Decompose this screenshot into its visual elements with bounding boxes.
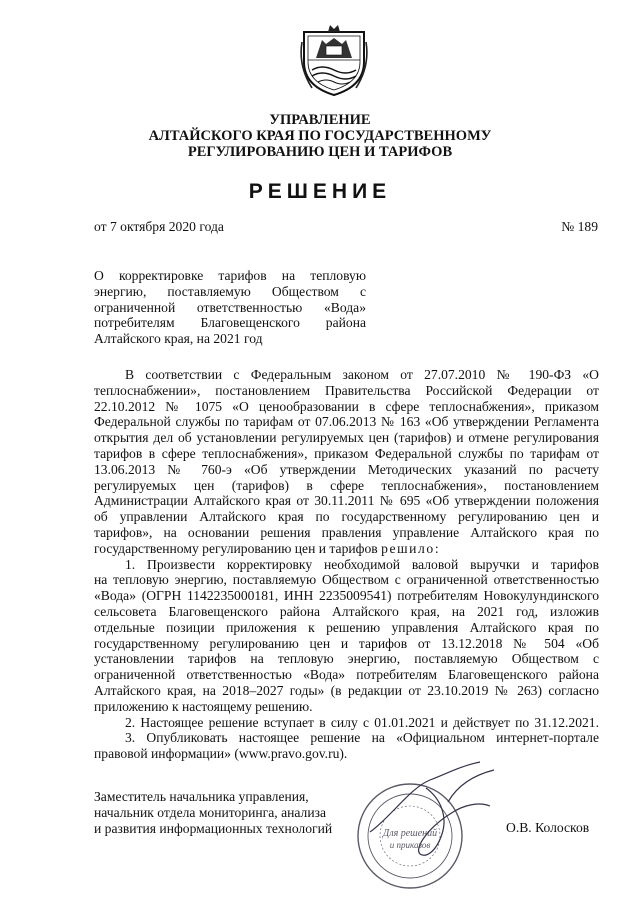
item3-line: правовой информации» (www.pravo.gov.ru). (94, 746, 348, 762)
item1-line: государственному регулированию цен и тарифов от 13.12.2018 № 504 «Об (94, 635, 599, 651)
item3-line: 3. Опубликовать настоящее решение на «Официальном интернет-портале (125, 730, 599, 746)
preamble-line: открытия дел об установлении регулируемых цен (тарифов) и отмене регулирования (94, 430, 599, 446)
signatory-name: О.В. Колосков (506, 820, 590, 835)
preamble-line: В соответствии с Федеральным законом от 27.07.2010 № 190-ФЗ «О (125, 367, 599, 382)
signatory-position-line: и развития информационных технологий (94, 820, 333, 836)
item1-line: на тепловую энергию, поставляемую Обществом с ограниченной ответственностью (94, 572, 599, 588)
signatory-position (94, 789, 364, 836)
official-stamp (330, 758, 510, 898)
document-title: РЕШЕНИЕ (248, 180, 392, 203)
preamble-line: регулируемых цен (тарифов) в сфере теплоснабжения», постановлением (94, 477, 599, 493)
item1-line: сельсовета Благовещенского района Алтайского края, на 2021 год, изложив (94, 603, 599, 619)
preamble-line: тарифов», на основании решения правления управление Алтайского края по (94, 524, 599, 540)
document-body (94, 367, 599, 762)
preamble-line: теплоснабжении», постановлением Правительства Российской Федерации от (94, 382, 599, 398)
item1-line: «Вода» (ОГРН 1142235000181, ИНН 2235009541) потребителям Новокулундинского (94, 588, 599, 604)
signatory-position-line: начальник отдела мониторинга, анализа (94, 804, 327, 820)
agency-name-line3: РЕГУЛИРОВАНИЮ ЦЕН И ТАРИФОВ (187, 144, 453, 160)
decided-word: решило: (381, 540, 441, 556)
document-date: от 7 октября 2020 года (94, 219, 224, 234)
document-subject (94, 268, 366, 347)
signatory-position-line: Заместитель начальника управления, (94, 789, 309, 804)
preamble-line: Администрации Алтайского края от 30.11.2011 № 695 «Об утверждении положения (94, 493, 599, 509)
agency-name-line1: УПРАВЛЕНИЕ (269, 112, 371, 128)
item2-line: 2. Настоящее решение вступает в силу с 01.01.2021 и действует по 31.12.2021. (125, 714, 599, 730)
coat-of-arms-emblem (298, 22, 370, 98)
stamp-text: Для решений (382, 828, 438, 839)
subject-line: ограниченной ответственностью «Вода» (94, 299, 366, 315)
stamp-text: и приказов (389, 840, 431, 850)
subject-line: О корректировке тарифов на тепловую (94, 268, 366, 283)
document-number: № 189 (561, 219, 598, 234)
item1-line: отдельные позиции приложения к решению управления Алтайского края по (94, 619, 599, 635)
preamble-line: 22.10.2012 № 1075 «О ценообразовании в сфере теплоснабжения», приказом (94, 398, 599, 414)
preamble-line: Федеральной службы по тарифам от 07.06.2013 № 163 «Об утверждении Регламента (94, 414, 599, 430)
agency-name-line2: АЛТАЙСКОГО КРАЯ ПО ГОСУДАРСТВЕННОМУ (148, 128, 492, 144)
handwritten-signature (370, 762, 494, 855)
preamble-line: об управлении Алтайского края по государственному регулированию цен и (94, 509, 599, 525)
preamble-line: государственному регулированию цен и тарифов (94, 540, 378, 556)
preamble-line: тарифов в сфере теплоснабжения», приказом Федеральной службы по тарифам от (94, 445, 599, 461)
item1-line: приложению к настоящему решению. (94, 698, 313, 714)
item1-line: Алтайского края, на 2018–2027 годы» (в редакции от 23.10.2019 № 263) согласно (94, 682, 599, 698)
subject-line: Алтайского края, на 2021 год (94, 331, 263, 347)
item1-line: установлении тарифов на тепловую энергию, поставляемую Обществом с (94, 651, 599, 667)
preamble-line: 13.06.2013 № 760-э «Об утверждении Методических указаний по расчету (94, 461, 599, 477)
item1-line: ограниченной ответственностью «Вода» потребителям Благовещенского района (94, 667, 599, 683)
subject-line: потребителям Благовещенского района (94, 315, 366, 331)
subject-line: энергию, поставляемую Обществом с (94, 283, 366, 299)
preamble-last-line (94, 541, 599, 557)
item1-line: 1. Произвести корректировку необходимой валовой выручки и тарифов (125, 556, 599, 572)
